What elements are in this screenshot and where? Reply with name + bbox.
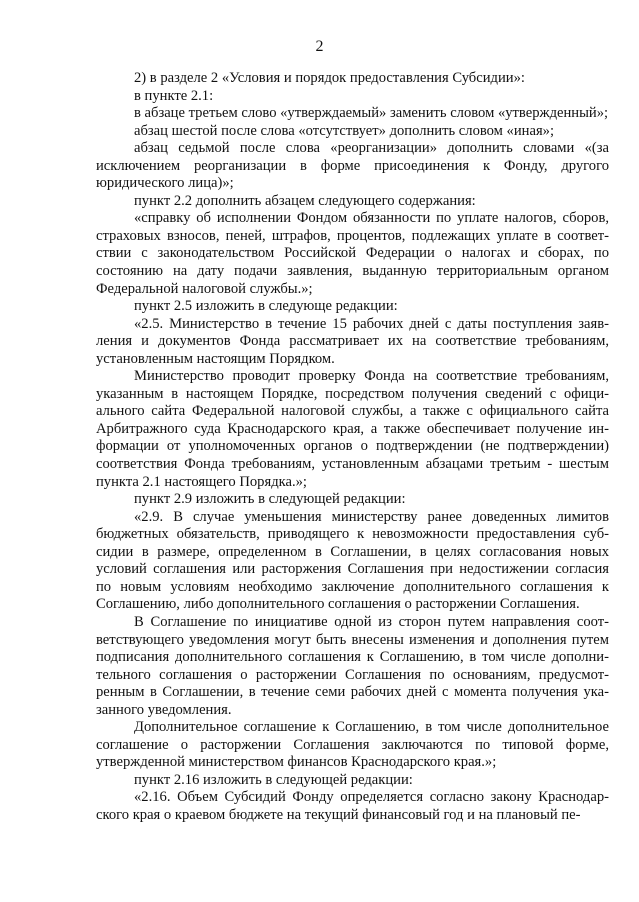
- document-body: [96, 70, 609, 825]
- paragraph-abzac-7: абзац седьмой после слова «реорганизации» дополнить словами «(за исключением реорганизации в форме присоединения к Фонду, другого юридического лица)»;: [96, 140, 609, 192]
- paragraph-item-2-1: в пункте 2.1:: [134, 87, 214, 104]
- paragraph-tax-certificate: «справку об исполнении Фондом обязанности по уплате налогов, сборов, страховых взносов, пеней, штрафов, процентов, подлежащих уплате в соответствии с законодательством Российской Федерации о налогах и сборах, по состоянию на дату подачи заявления, выданную территориальным органом Федеральной налоговой службы.»;: [96, 210, 609, 297]
- paragraph-abzac-6: абзац шестой после слова «отсутствует» дополнить словом «иная»;: [134, 122, 555, 139]
- page-number: 2: [315, 38, 324, 55]
- paragraph-agreement-changes: В Соглашение по инициативе одной из сторон путем направления соответствующего уведомления могут быть внесены изменения и дополнения путем подписания дополнительного соглашения к Соглашению, в том числе дополнительного соглашения о расторжении Соглашения по основаниям, предусмотренным в Соглашении, в течение семи рабочих дней с момента получения указанного уведомления.: [96, 613, 609, 718]
- paragraph-item-2-16-text: «2.16. Объем Субсидий Фонду определяется согласно закону Краснодарского края о краевом бюджете на текущий финансовый год и на плановый пе-: [96, 789, 609, 823]
- paragraph-item-2-5-heading: пункт 2.5 изложить в следующе редакции:: [134, 298, 398, 315]
- paragraph-item-2-16-heading: пункт 2.16 изложить в следующей редакции:: [134, 771, 413, 788]
- paragraph-item-2-5-text: «2.5. Министерство в течение 15 рабочих дней с даты поступления заявления и документов Фонда рассматривает их на соответствие требованиям, установленным настоящим Порядком.: [96, 315, 609, 367]
- paragraph-abzac-3: в абзаце третьем слово «утверждаемый» заменить словом «утвержденный»;: [134, 105, 609, 122]
- paragraph-ministry-check: Министерство проводит проверку Фонда на соответствие требованиям, указанным в настоящем Порядке, посредством получения сведений с официального сайта Федеральной налоговой службы, а также с официального сайта Арбитражного суда Краснодарского края, а также обеспечивает получение информации от уполномоченных органов о подтверждении (не подтверждении) соответствия Фонда требованиям, установленным абзацами третьим - шестым пункта 2.1 настоящего Порядка.»;: [96, 368, 609, 490]
- paragraph-item-2-2: пункт 2.2 дополнить абзацем следующего содержания:: [134, 192, 476, 209]
- paragraph-section-2-intro: 2) в разделе 2 «Условия и порядок предоставления Субсидии»:: [134, 70, 525, 86]
- paragraph-additional-agreement: Дополнительное соглашение к Соглашению, в том числе дополнительное соглашение о расторжении Соглашения заключаются по типовой форме, утвержденной министерством финансов Краснодарского края.»;: [96, 719, 609, 771]
- paragraph-item-2-9-text: «2.9. В случае уменьшения министерству ранее доведенных лимитов бюджетных обязательств, приводящего к невозможности предоставления субсидии в размере, определенном в Соглашении, в целях согласования новых условий соглашения или расторжения Соглашения при недостижении согласия по новым условиям необходимо заключение дополнительного соглашения к Соглашению, либо дополнительного соглашения о расторжении Соглашения.: [96, 508, 609, 613]
- paragraph-item-2-9-heading: пункт 2.9 изложить в следующей редакции:: [134, 491, 406, 508]
